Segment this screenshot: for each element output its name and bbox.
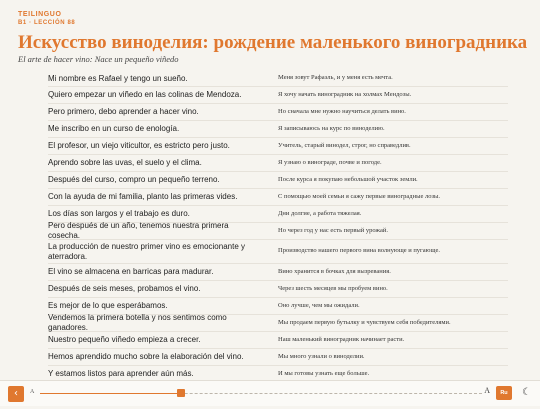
russian-translation: После курса я покупаю небольшой участок земли. [278,175,418,183]
russian-translation: И мы готовы узнать еще больше. [278,369,370,377]
russian-translation: Но сначала мне нужно научиться делать вино. [278,107,406,115]
font-size-slider-fill [40,393,181,394]
spanish-sentence: El vino se almacena en barricas para madurar. [48,267,214,276]
font-size-slider-handle[interactable] [177,389,185,397]
russian-translation: Но через год у нас есть первый урожай. [278,226,388,234]
russian-translation: С помощью моей семьи я сажу первые виноградные лозы. [278,192,441,200]
spanish-sentence: Con la ayuda de mi familia, planto las primeras vides. [48,192,238,201]
sentence-row[interactable] [48,223,508,240]
russian-translation: Я хочу начать виноградник на холмах Мендозы. [278,90,412,98]
russian-translation: Мы много узнали о виноделии. [278,352,365,360]
lesson-header [18,10,528,65]
russian-translation: Вино хранится в бочках для вызревания. [278,267,391,275]
spanish-sentence: Después de seis meses, probamos el vino. [48,284,201,293]
russian-translation: Меня зовут Рафаэль, и у меня есть мечта. [278,74,393,82]
spanish-sentence: Vendemos la primera botella y nos sentimos como ganadores. [48,313,227,332]
russian-translation: Я записываюсь на курс по виноделию. [278,124,385,132]
font-decrease-label[interactable]: A [30,389,35,395]
sentence-row[interactable] [48,121,508,138]
russian-translation: Производство нашего первого вина волнующе и пугающе. [278,247,440,255]
reader-toolbar [0,380,540,406]
prev-button[interactable] [8,386,24,402]
page-title: Искусство виноделия: рождение маленького виноградника [18,32,528,53]
spanish-sentence: Los días son largos y el trabajo es duro. [48,209,190,218]
russian-translation: Мы продаем первую бутылку и чувствуем себя победителями. [278,318,451,326]
russian-translation: Через шесть месяцев мы пробуем вино. [278,284,388,292]
font-increase-label[interactable]: A [484,386,490,395]
brand-label: TEILINGUO [18,11,62,18]
lesson-label: B1 · LECCIÓN 88 [18,20,76,26]
spanish-sentence: Nuestro pequeño viñedo empieza a crecer. [48,335,201,344]
spanish-sentence: Es mejor de lo que esperábamos. [48,301,168,310]
language-toggle-button[interactable]: Ru [496,386,512,400]
sentence-row[interactable] [48,332,508,349]
moon-icon[interactable]: ☾ [522,387,531,398]
spanish-sentence: El profesor, un viejo viticultor, es estricto pero justo. [48,141,230,150]
spanish-sentence: Mi nombre es Rafael y tengo un sueño. [48,73,188,83]
sentence-row[interactable] [48,349,508,366]
sentence-row[interactable] [48,240,508,264]
sentence-row[interactable] [48,104,508,121]
sentence-row[interactable] [48,264,508,281]
russian-translation: Учитель, старый винодел, строг, но справедлив. [278,141,411,149]
sentence-row[interactable] [48,71,508,87]
russian-translation: Оно лучше, чем мы ожидали. [278,301,360,309]
sentence-row[interactable] [48,315,508,332]
sentence-row[interactable] [48,87,508,104]
spanish-sentence: Después del curso, compro un pequeño terreno. [48,175,220,184]
russian-translation: Дни долгие, а работа тяжелая. [278,209,362,217]
sentence-row[interactable] [48,155,508,172]
spanish-sentence: Aprendo sobre las uvas, el suelo y el clima. [48,158,202,167]
sentence-row[interactable] [48,138,508,155]
spanish-sentence: Pero primero, debo aprender a hacer vino. [48,107,199,116]
chevron-left-icon: ‹ [14,388,18,399]
russian-translation: Наш маленький виноградник начинает расти. [278,335,405,343]
spanish-sentence: Quiero empezar un viñedo en las colinas de Mendoza. [48,90,242,99]
spanish-sentence: Hemos aprendido mucho sobre la elaboración del vino. [48,352,244,361]
sentence-row[interactable] [48,172,508,189]
russian-translation: Я узнаю о винограде, почве и погоде. [278,158,382,166]
spanish-sentence: La producción de nuestro primer vino es emocionante y aterradora. [48,241,245,261]
sentence-row[interactable] [48,281,508,298]
spanish-sentence: Me inscribo en un curso de enología. [48,124,180,133]
page-subtitle: El arte de hacer vino: Nace un pequeño viñedo [18,54,179,64]
spanish-sentence: Pero después de un año, tenemos nuestra primera cosecha. [48,221,229,240]
sentence-list [48,71,508,409]
sentence-row[interactable] [48,189,508,206]
spanish-sentence: Y estamos listos para aprender aún más. [48,369,194,378]
